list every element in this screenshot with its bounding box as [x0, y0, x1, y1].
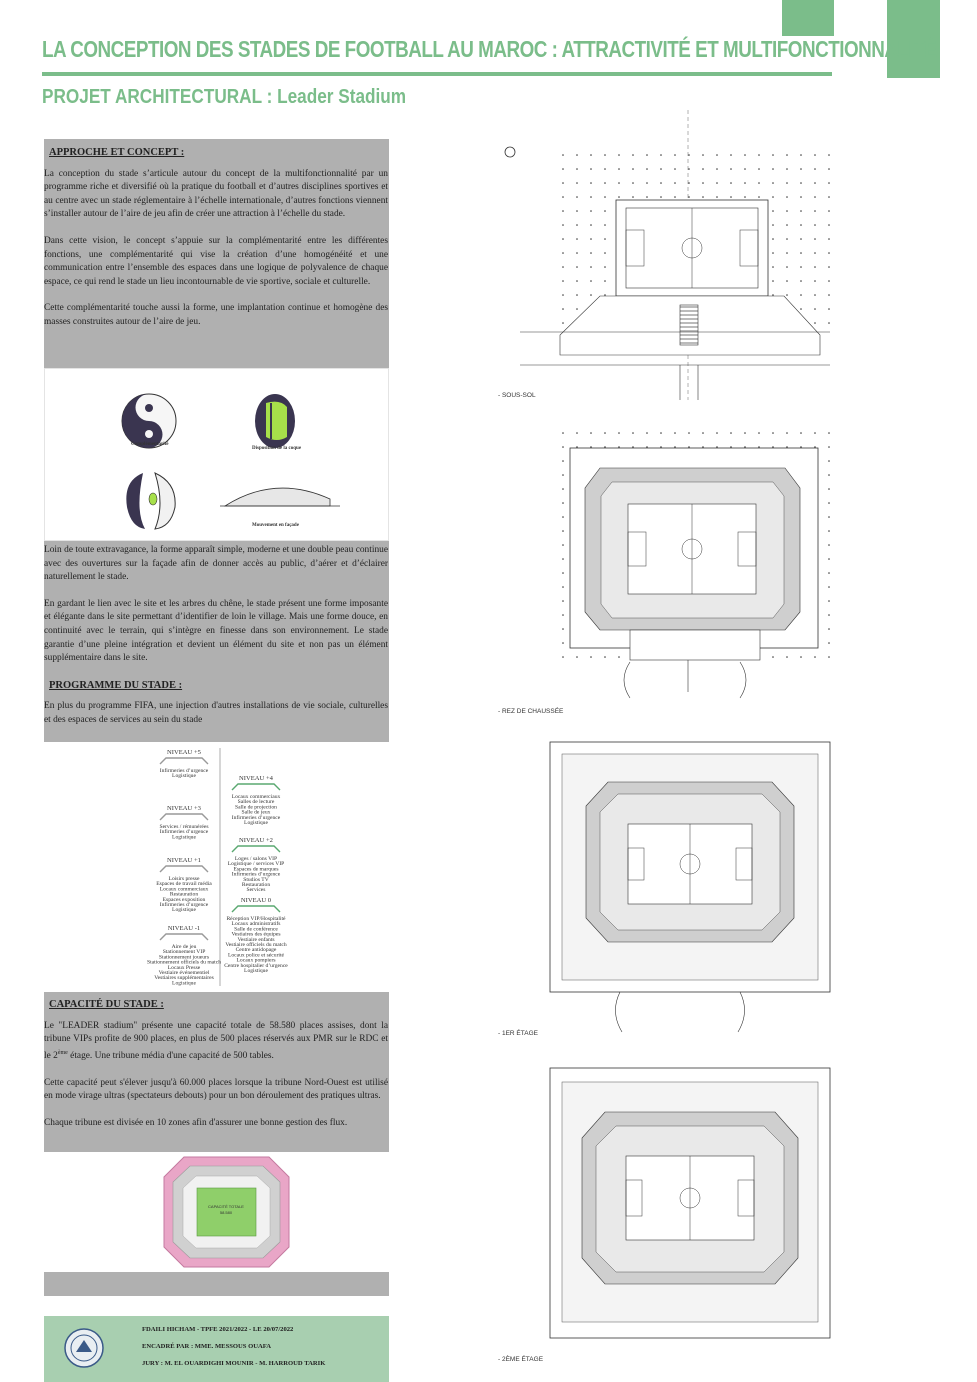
tree-item: Locaux Presse — [167, 964, 201, 971]
tree-item: Vestiaire officiels du match — [225, 942, 287, 948]
tree-level-left-1: NIVEAU +3 — [167, 805, 201, 812]
tree-node-right-0 — [232, 775, 281, 826]
capacite-text-a: Le "LEADER stadium" présente une capacité totale de 58.580 places assises, dont la tribune VIPs profite de 900 places, en plus de 500 places réservés aux PMR sur le RDC et le 2 — [44, 1020, 388, 1061]
tree-item: Espaces exposition — [162, 896, 206, 903]
tree-item: Espaces de travail média — [156, 881, 212, 888]
plan-rdc — [550, 430, 835, 698]
tree-item: Réception VIP/Hospitalité — [226, 916, 286, 922]
tree-bracket-left-2 — [160, 866, 208, 872]
footer-supervisor: ENCADRÉ PAR : MME. MESSOUS OUAFA — [142, 1343, 272, 1350]
tree-item: Vestiaires supplémentaires — [154, 975, 214, 982]
footer-jury: JURY : M. EL OUARDIGHI MOUNIR - M. HARROUD TARIK — [142, 1360, 326, 1367]
zoning-center-label: CAPACITÉ TOTALE — [208, 1204, 244, 1209]
shell-sketch — [255, 394, 295, 448]
page-title: LA CONCEPTION DES STADES DE FOOTBALL AU MAROC : ATTRACTIVITÉ ET MULTIFONCTIONNALITÉ — [42, 36, 937, 62]
forme-paragraph-2: En gardant le lien avec le site et les arbres du chêne, le stade présent une forme imposante et élégante dans le site permettant d’identifier de loin le village. Mais une forme douce, en continuité avec le terrain, qui s’intègre en finesse dans son environnement. Le stade garantie d’une pleine intégration et devient un élément du site et non pas un élément supplémentaire dans le site. — [44, 598, 388, 664]
tree-item: Locaux commerciaux — [159, 886, 209, 893]
tree-item: Espaces de marques — [233, 866, 279, 873]
tree-level-right-1: NIVEAU +2 — [239, 837, 273, 844]
program-tree-panel — [44, 742, 389, 992]
capacite-text-b: étage. Une tribune média d'une capacité de 500 tables. — [70, 1050, 274, 1061]
tree-bracket-right-0 — [232, 784, 280, 790]
zoning-plan — [44, 1152, 389, 1272]
tree-item: Salle de conférence — [234, 926, 278, 933]
tree-bracket-right-2 — [232, 906, 280, 912]
tree-item: Restauration — [169, 891, 199, 898]
capacite-heading: CAPACITÉ DU STADE : — [49, 999, 164, 1010]
capacite-paragraph-3: Chaque tribune est divisée en 10 zones afin d'assurer une bonne gestion des flux. — [44, 1117, 348, 1128]
tree-item: Aire de jeu — [171, 944, 197, 950]
tree-item: Locaux administratifs — [231, 921, 281, 928]
tree-item: Locaux commerciaux — [231, 794, 281, 800]
zoning-panel — [44, 1152, 389, 1272]
zoning-center-value: 58.580 — [219, 1210, 233, 1215]
programme-heading: PROGRAMME DU STADE : — [49, 679, 183, 691]
tree-level-left-0: NIVEAU +5 — [167, 749, 201, 756]
plan-sous-sol — [505, 110, 840, 400]
approche-heading: APPROCHE ET CONCEPT : — [49, 147, 185, 158]
capacite-paragraph-2: Cette capacité peut s'élever jusqu'à 60.000 places lorsque la tribune Nord-Ouest est utilisé en mode virage ultras (spectateurs debouts) pour un bon déroulement des pratiques ultras. — [44, 1077, 388, 1102]
tree-bracket-left-3 — [160, 934, 208, 940]
concept-sketches — [45, 369, 390, 542]
footer-credits — [44, 1316, 389, 1382]
tree-item: Salles de lecture — [237, 799, 275, 806]
sketch-label-3: Mouvement en façade — [252, 523, 299, 528]
tree-item: Salle de jeux — [241, 809, 271, 816]
tree-item: Loges / salons VIP — [234, 856, 278, 862]
concept-sketches-panel — [44, 368, 389, 541]
tree-item: Services — [246, 887, 266, 894]
tree-item: Studios TV — [243, 876, 269, 883]
tree-item: Salle de projection — [235, 804, 277, 811]
facade-sketch — [220, 488, 340, 506]
bottom-gray-bar — [44, 1272, 389, 1296]
tree-item: Services / rémunérées — [159, 824, 209, 830]
floor-plans — [490, 110, 850, 1375]
tree-item: Logistique — [172, 773, 196, 780]
tree-node-right-2 — [224, 897, 288, 974]
tree-item: Infirmeries d’urgence — [159, 768, 209, 774]
tree-item: Infirmeries d’urgence — [159, 829, 209, 836]
tree-item: Infirmeries d’urgence — [159, 902, 209, 908]
tree-bracket-right-1 — [232, 846, 280, 852]
tree-item: Stationnement VIP — [162, 949, 206, 956]
school-logo — [64, 1328, 104, 1368]
plan-1er-etage — [550, 742, 830, 1032]
tree-node-left-0 — [160, 749, 209, 779]
tree-item: Restauration — [241, 882, 271, 888]
label-2eme-etage: - 2ÈME ÉTAGE — [498, 1356, 544, 1363]
tree-item: Locaux police et sécurité — [227, 952, 285, 959]
tree-item: Logistique / services VIP — [227, 861, 285, 868]
tree-item: Loisirs presse — [168, 876, 200, 882]
tree-item: Logistique — [244, 968, 268, 974]
program-tree — [44, 742, 389, 992]
tree-level-left-3: NIVEAU -1 — [167, 925, 201, 932]
sketch-label-1: Complémentarité — [131, 442, 169, 447]
yin-yang-sketch — [122, 394, 176, 448]
tree-node-left-3 — [147, 925, 221, 986]
tree-level-left-2: NIVEAU +1 — [167, 857, 201, 864]
forme-paragraph-1: Loin de toute extravagance, la forme apparaît simple, moderne et une double peau continue avec des ouvertures sur la façade afin de donner accès au public, d’aérer et d’éclairer naturellement le stade. — [44, 545, 388, 583]
approche-paragraph-1: La conception du stade s’articule autour du concept de la multifonctionnalité par un programme riche et diversifié où la pratique du football et d’autres disciplines sportives et au centre avec un stade réglementaire à l’échelle internationale, d’autres fonctions viennent s’installer autour de l’aire de jeu afin de créer une attraction à l’échelle du stade. — [44, 168, 388, 220]
sketch-label-2: Disposition de la coque — [252, 446, 302, 451]
capacite-sup: ème — [57, 1049, 68, 1056]
tree-item: Stationnement officiels du match — [147, 959, 221, 966]
tree-node-left-2 — [156, 857, 212, 913]
forme-programme-box — [44, 541, 389, 742]
tree-item: Logistique — [172, 907, 196, 914]
page-subtitle: PROJET ARCHITECTURAL : Leader Stadium — [42, 86, 407, 108]
tree-item: Logistique — [244, 820, 268, 826]
footer-author: FDAILI HICHAM - TPFE 2021/2022 - LE 20/07/2022 — [142, 1326, 294, 1333]
tree-bracket-left-1 — [160, 814, 208, 820]
title-rule — [42, 72, 832, 76]
tree-item: Locaux pompiers — [236, 957, 276, 964]
programme-text: En plus du programme FIFA, une injection d'autres installations de vie sociale, culturelles et des espaces de services au sein du stade — [44, 701, 388, 725]
label-1er-etage: - 1ER ÉTAGE — [498, 1030, 538, 1037]
split-sketch — [126, 473, 175, 529]
capacite-box — [44, 992, 389, 1152]
tree-bracket-left-0 — [160, 758, 208, 764]
approche-box — [44, 139, 389, 368]
approche-paragraph-2: Dans cette vision, le concept s’appuie sur la complémentarité entre les différentes fonctions, une complémentarité qui vise la création d’une homogénéité et une communication entre l’ensemble des espaces dans une logique de polyvalence de chaque espace, ce qui rend le stade un lieu incontournable de vie sportive, sociale et culturelle. — [44, 235, 388, 287]
tree-node-left-1 — [159, 805, 208, 840]
tree-item: Centre hospitalier d’urgence — [224, 962, 288, 969]
tree-item: Vestiaire événementiel — [158, 970, 210, 976]
tree-item: Logistique — [172, 834, 196, 841]
tree-level-right-2: NIVEAU 0 — [240, 897, 272, 904]
tree-node-right-1 — [228, 837, 285, 893]
label-rdc: - REZ DE CHAUSSÉE — [498, 708, 564, 715]
tree-item: Infirmeries d’urgence — [231, 814, 281, 821]
header-green-block — [782, 0, 834, 36]
tree-level-right-0: NIVEAU +4 — [239, 775, 273, 782]
plan-2eme-etage — [550, 1068, 830, 1338]
tree-item: Infirmeries d’urgence — [231, 871, 281, 878]
tree-item: Vestiaires des équipes — [231, 931, 281, 938]
label-sous-sol: - SOUS-SOL — [498, 392, 536, 399]
capacite-paragraph-1 — [44, 1020, 388, 1064]
tree-item: Vestiaire enfants — [237, 936, 275, 943]
approche-paragraph-3: Cette complémentarité touche aussi la forme, une implantation continue et homogène des masses construites autour de l’aire de jeu. — [44, 303, 388, 327]
tree-item: Stationnement joueurs — [158, 954, 210, 961]
tree-item: Centre antidopage — [235, 947, 277, 954]
tree-item: Logistique — [172, 980, 196, 987]
